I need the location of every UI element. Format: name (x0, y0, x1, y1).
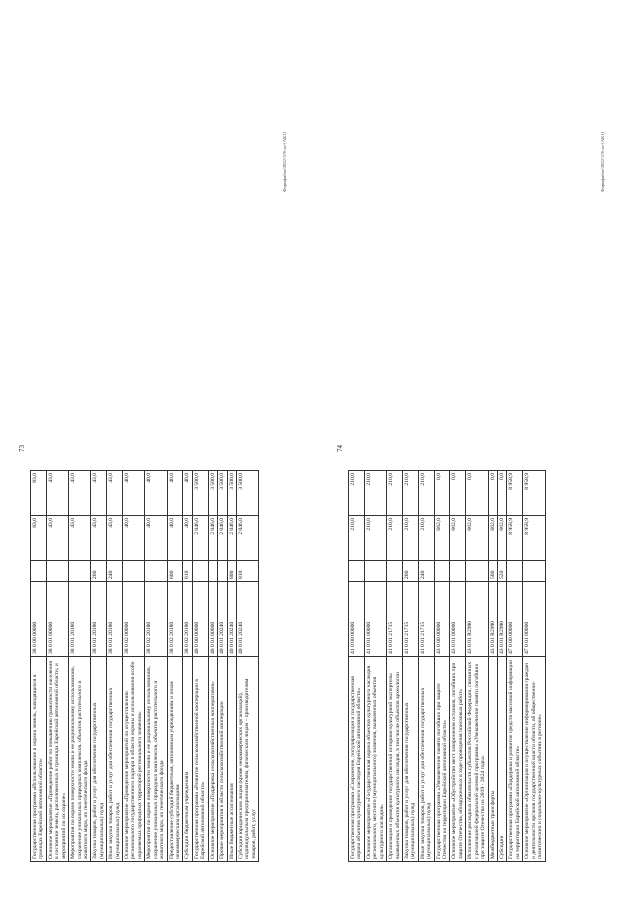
table-row (227, 471, 236, 862)
row-value-1: 43,0 (107, 516, 123, 561)
row-code: 47 0 00 00000 (507, 582, 523, 657)
row-value-2: 0,0 (450, 471, 466, 516)
page-number: 74 (336, 445, 344, 452)
row-code: 41 0 01 21715 (402, 582, 418, 657)
row-value-1: 83,0 (31, 516, 47, 561)
row-value-2: 3 500,0 (227, 471, 236, 516)
row-name: Государственная программа «Поддержка и развитие средств массовой информации на территории Еврейской автономной области» (507, 657, 523, 862)
row-value-2: 210,0 (387, 471, 403, 516)
table-row (507, 471, 523, 862)
row-name: Мероприятия по охране поверхности земли и ее рациональному использованию, сохранение уникальных природных комплексов, объектов растительного и животного мира, их генетического фонда (69, 657, 91, 862)
row-name: Основное мероприятие «Организация и осуществление информирования граждан о деятельности органов государственной власти области, об общественно-политических и социально-культурных событиях в регионе» (523, 657, 545, 862)
row-expense-type: 240 (418, 561, 434, 582)
row-code: 41 0 01 21715 (387, 582, 403, 657)
row-name: Основное мероприятие «Государственная охрана объектов культурного наследия регионального, местного (муниципального) значения, выявленных объектов культурного наследия» (364, 657, 386, 862)
table-row (107, 471, 123, 862)
row-value-1: 2 046,0 (208, 516, 217, 561)
row-code: 43 0 01 R2990 (488, 582, 497, 657)
table-row (434, 471, 450, 862)
row-value-2: 3 500,0 (192, 471, 208, 516)
row-code: 38 0 02 00000 (123, 582, 145, 657)
row-value-1: 43,0 (69, 516, 91, 561)
table-row (145, 471, 167, 862)
row-value-1: 8 958,9 (523, 516, 545, 561)
row-value-2: 0,0 (498, 471, 507, 516)
row-name: Государственная программа «Сохранение, популяризация и государственная охрана объектов культурного наследия Еврейской автономной области» (349, 657, 365, 862)
row-expense-type (69, 561, 91, 582)
row-expense-type: 500 (488, 561, 497, 582)
row-expense-type (434, 561, 450, 582)
row-name: Мероприятия по охране поверхности земли и ее рациональному использованию, сохранение уникальных природных комплексов, объектов растительного и животного мира, их генетического фонда (145, 657, 167, 862)
row-expense-type (349, 561, 365, 582)
table-row (364, 471, 386, 862)
table-row (236, 471, 258, 862)
row-value-1: 43,0 (46, 516, 68, 561)
row-expense-type: 520 (498, 561, 507, 582)
row-expense-type (218, 561, 227, 582)
row-value-1: 210,0 (364, 516, 386, 561)
row-value-1: 662,0 (498, 516, 507, 561)
row-value-1: 2 046,0 (192, 516, 208, 561)
row-value-2: 43,0 (69, 471, 91, 516)
row-code: 47 0 01 00000 (523, 582, 545, 657)
table-row (91, 471, 107, 862)
table-row (349, 471, 365, 862)
table-row (183, 471, 192, 862)
row-value-2: 83,0 (31, 471, 47, 516)
row-value-2: 3 500,0 (236, 471, 258, 516)
row-expense-type: 610 (183, 561, 192, 582)
row-value-2: 43,0 (91, 471, 107, 516)
row-code: 38 0 02 20180 (167, 582, 183, 657)
footer-code: Фоpмфиблт/2022-576-av-[АК1] (600, 132, 605, 192)
row-code: 40 0 00 00000 (192, 582, 208, 657)
row-code: 38 0 01 00000 (46, 582, 68, 657)
row-code: 43 0 01 R2990 (498, 582, 507, 657)
row-name: Иные закупки товаров, работ и услуг для обеспечения государственных (муниципальных) нужд (418, 657, 434, 862)
row-name: Основное мероприятие «Поддержка сельскохозяйственных кооперативов» (208, 657, 217, 862)
row-code: 41 0 01 21715 (418, 582, 434, 657)
row-value-1: 662,0 (466, 516, 488, 561)
row-value-1: 662,0 (434, 516, 450, 561)
row-value-1: 40,0 (167, 516, 183, 561)
row-name: Организация и проведение государственной историко-культурной экспертизы выявленных объектов культурного наследия, в том числе объектов археологии (387, 657, 403, 862)
page-73 (12, 12, 312, 892)
row-code: 43 0 01 R2990 (466, 582, 488, 657)
table-row (418, 471, 434, 862)
row-expense-type (466, 561, 488, 582)
row-expense-type (450, 561, 466, 582)
row-value-1: 40,0 (145, 516, 167, 561)
row-name: Межбюджетные трансферты (488, 657, 497, 862)
row-code: 40 0 01 20240 (227, 582, 236, 657)
row-value-2: 210,0 (349, 471, 365, 516)
row-value-1: 662,0 (450, 516, 466, 561)
row-value-1: 2 046,0 (236, 516, 258, 561)
row-value-2: 43,0 (107, 471, 123, 516)
row-name: Субсидии юридическим лицам (кроме некоммерческих организаций), индивидуальным предпринимателям, физическим лицам – производителям товаров, работ, услуг (236, 657, 258, 862)
row-expense-type (523, 561, 545, 582)
row-expense-type (364, 561, 386, 582)
row-value-1: 2 046,0 (227, 516, 236, 561)
row-name: Субсидии бюджетным учреждениям (183, 657, 192, 862)
row-name: Государственная программа «Развитие сельскохозяйственной кооперации в Еврейской автономной области» (192, 657, 208, 862)
table-row (402, 471, 418, 862)
row-name: Основное мероприятие «Обустройство мест захоронения останков, погибших при защите Отечества, обнаруженных в ходе проведения поисковых работ» (450, 657, 466, 862)
row-expense-type: 810 (236, 561, 258, 582)
row-name: Предоставление субсидий бюджетным, автономным учреждениям и иным некоммерческим организациям (167, 657, 183, 862)
row-value-2: 40,0 (183, 471, 192, 516)
row-value-2: 0,0 (466, 471, 488, 516)
row-value-1: 210,0 (387, 516, 403, 561)
row-value-1: 40,0 (183, 516, 192, 561)
page-number: 73 (18, 445, 26, 452)
row-expense-type: 200 (91, 561, 107, 582)
row-expense-type: 240 (107, 561, 123, 582)
row-name: Исполнение расходных обязательств субъектов Российской Федерации, связанных с реализацией федеральной целевой программы «Увековечение памяти погибших при защите Отечества на 2019 - 2024 годы» (466, 657, 488, 862)
row-code: 38 0 00 00000 (31, 582, 47, 657)
row-value-1: 210,0 (402, 516, 418, 561)
table-row (208, 471, 217, 862)
table-row (466, 471, 488, 862)
table-row (167, 471, 183, 862)
row-value-2: 40,0 (167, 471, 183, 516)
row-code: 38 0 01 20180 (69, 582, 91, 657)
row-value-2: 210,0 (418, 471, 434, 516)
table-row (31, 471, 47, 862)
row-name: Государственная программа «Использование и охрана земель, находящихся в границах Еврейской автономной области» (31, 657, 47, 862)
row-code: 38 0 02 20180 (145, 582, 167, 657)
budget-table-left (30, 470, 259, 862)
row-name: Иные закупки товаров, работ и услуг для обеспечения государственных (муниципальных) нужд (107, 657, 123, 862)
row-code: 41 0 01 00000 (364, 582, 386, 657)
row-code: 38 0 02 20180 (183, 582, 192, 657)
table-row (523, 471, 545, 862)
row-expense-type (123, 561, 145, 582)
row-value-2: 3 500,0 (208, 471, 217, 516)
row-value-1: 8 958,9 (507, 516, 523, 561)
row-value-2: 3 500,0 (218, 471, 227, 516)
table-row (46, 471, 68, 862)
row-value-2: 210,0 (402, 471, 418, 516)
row-expense-type (46, 561, 68, 582)
row-value-1: 2 046,0 (218, 516, 227, 561)
table-row (498, 471, 507, 862)
row-code: 40 0 01 20240 (218, 582, 227, 657)
row-value-2: 43,0 (46, 471, 68, 516)
row-name: Закупка товаров, работ и услуг для обеспечения государственных (муниципальных) нужд (91, 657, 107, 862)
row-value-1: 210,0 (418, 516, 434, 561)
row-code: 38 0 01 20180 (91, 582, 107, 657)
footer-code: Фоpмфиблт/2022-576-av-[АК1] (282, 132, 287, 192)
table-row (192, 471, 208, 862)
row-name: Государственная программа «Увековечение памяти погибших при защите Отечества на территории Еврейской автономной области» (434, 657, 450, 862)
row-code: 38 0 01 20180 (107, 582, 123, 657)
table-row (450, 471, 466, 862)
row-name: Прочие мероприятия в области сельскохозяйственной кооперации (218, 657, 227, 862)
row-code: 40 0 01 00000 (208, 582, 217, 657)
row-code: 40 0 01 20240 (236, 582, 258, 657)
row-code: 41 0 00 00000 (349, 582, 365, 657)
budget-table-right (348, 470, 546, 862)
table-row (387, 471, 403, 862)
row-value-2: 8 958,9 (523, 471, 545, 516)
row-value-2: 40,0 (123, 471, 145, 516)
row-name: Закупка товаров, работ и услуг для обеспечения государственных (муниципальных) нужд (402, 657, 418, 862)
row-expense-type (507, 561, 523, 582)
row-expense-type: 800 (227, 561, 236, 582)
row-code: 43 0 01 00000 (450, 582, 466, 657)
row-value-1: 662,0 (488, 516, 497, 561)
row-value-1: 43,0 (91, 516, 107, 561)
row-expense-type (145, 561, 167, 582)
row-value-2: 0,0 (488, 471, 497, 516)
row-expense-type (192, 561, 208, 582)
row-value-2: 8 958,9 (507, 471, 523, 516)
row-name: Основное мероприятие «Проведение мероприятий по осуществлению регионального государственного надзора в области охраны и использования особо охраняемых природных территорий регионального значения» (123, 657, 145, 862)
table-row (123, 471, 145, 862)
row-expense-type (31, 561, 47, 582)
row-name: Субсидии (498, 657, 507, 862)
table-row (488, 471, 497, 862)
row-name: Основное мероприятие «Проведение работ по повышению грамотности населения в состоянии земель, расположенных в границах Еврейской автономной области, и мероприятий по их охране» (46, 657, 68, 862)
row-expense-type (208, 561, 217, 582)
row-expense-type: 600 (167, 561, 183, 582)
row-code: 43 0 00 00000 (434, 582, 450, 657)
row-expense-type: 200 (402, 561, 418, 582)
table-row (218, 471, 227, 862)
row-name: Иные бюджетные ассигнования (227, 657, 236, 862)
row-value-2: 0,0 (434, 471, 450, 516)
row-expense-type (387, 561, 403, 582)
row-value-2: 40,0 (145, 471, 167, 516)
row-value-1: 210,0 (349, 516, 365, 561)
row-value-1: 40,0 (123, 516, 145, 561)
table-row (69, 471, 91, 862)
page-74 (330, 12, 630, 892)
row-value-2: 210,0 (364, 471, 386, 516)
